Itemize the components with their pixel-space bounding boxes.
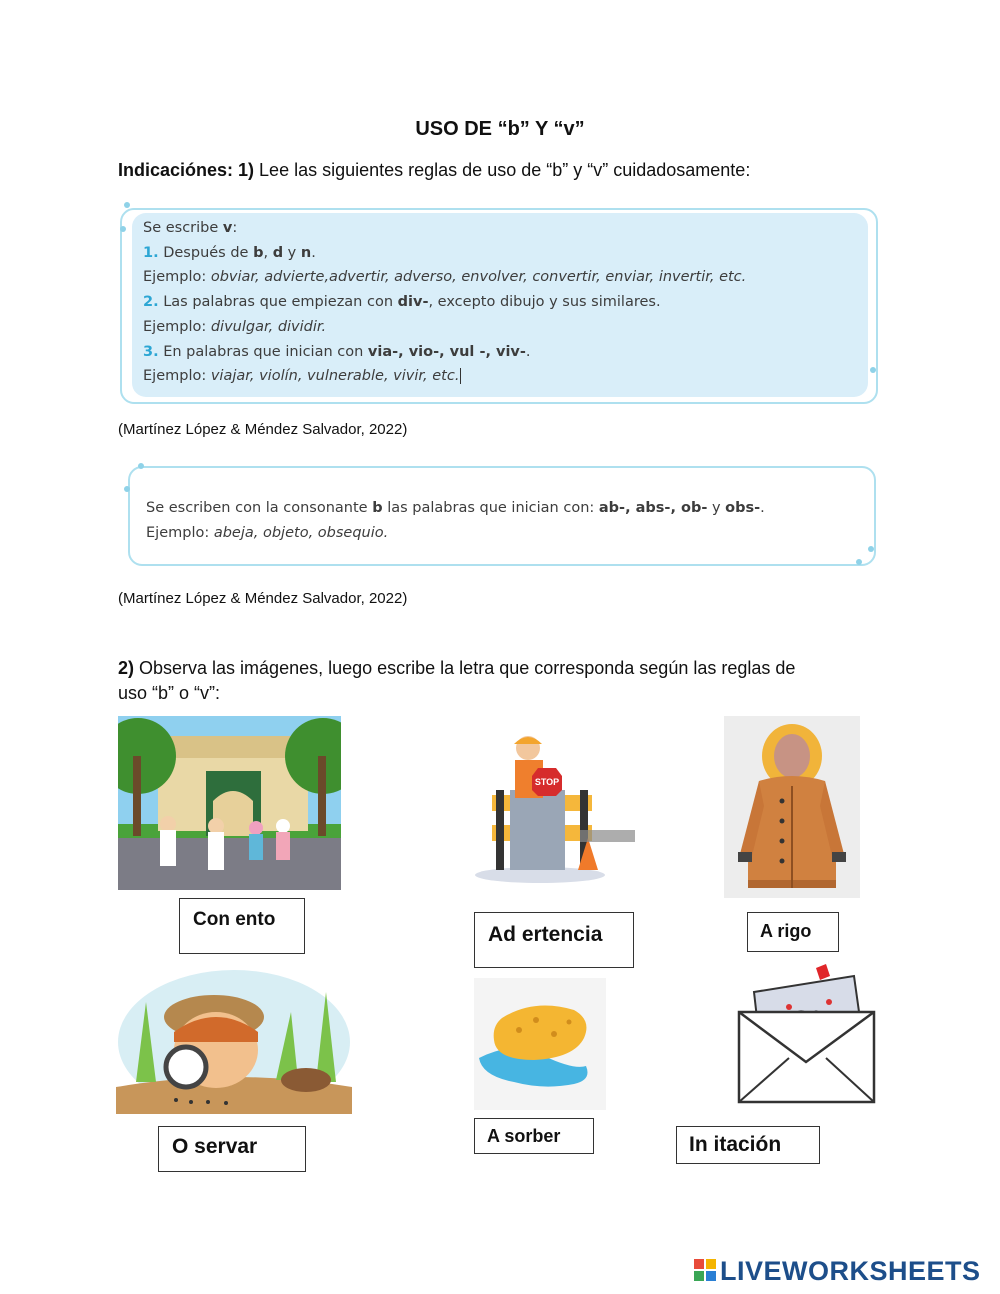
exercise-instructions xyxy=(118,656,878,706)
convent-image xyxy=(118,716,341,890)
example-3: Ejemplo: viajar, violín, vulnerable, vivir, etc. xyxy=(143,368,460,385)
coat-image xyxy=(724,716,860,898)
rule-1: 1. Después de b, d y n. xyxy=(143,244,316,261)
word-box-6[interactable]: In itación xyxy=(676,1126,820,1164)
warning-image xyxy=(470,730,640,890)
example-2: Ejemplo: divulgar, dividir. xyxy=(143,318,327,335)
box-dot xyxy=(124,202,130,208)
box-dot xyxy=(870,367,876,373)
instructions xyxy=(118,160,750,181)
example-b: Ejemplo: abeja, objeto, obsequio. xyxy=(146,524,389,541)
rule-b: Se escriben con la consonante b las palabras que inician con: ab-, abs-, ob- y obs-. xyxy=(146,500,765,516)
rule-2: 2. Las palabras que empiezan con div-, excepto dibujo y sus similares. xyxy=(143,294,661,311)
rule-list-b xyxy=(146,496,866,545)
citation: (Martínez López & Méndez Salvador, 2022) xyxy=(118,421,408,438)
exercise-text-2: uso “b” o “v”: xyxy=(118,683,221,703)
sponge-image xyxy=(474,978,606,1110)
instructions-label: Indicaciónes: 1) xyxy=(118,160,255,180)
example-1: Ejemplo: obviar, advierte,advertir, adverso, envolver, convertir, enviar, invertir, etc. xyxy=(143,269,747,286)
invitation-image xyxy=(734,962,880,1112)
stop-sign-text: STOP xyxy=(534,777,560,787)
word-box-3[interactable]: A rigo xyxy=(747,912,839,952)
rule-3: 3. En palabras que inician con via-, vio-, vul -, viv-. xyxy=(143,343,531,360)
word-box-5[interactable]: A sorber xyxy=(474,1118,594,1154)
box-dot xyxy=(856,559,862,565)
box-dot xyxy=(138,463,144,469)
word-box-4[interactable]: O servar xyxy=(158,1126,306,1172)
citation: (Martínez López & Méndez Salvador, 2022) xyxy=(118,590,408,607)
box-dot xyxy=(868,546,874,552)
rule-heading: Se escribe v: xyxy=(143,220,238,236)
word-box-1[interactable]: Con ento xyxy=(179,898,305,954)
exercise-text: Observa las imágenes, luego escribe la letra que corresponda según las reglas de xyxy=(134,658,796,678)
box-dot xyxy=(124,486,130,492)
liveworksheets-logo-icon xyxy=(694,1259,716,1281)
rule-list-v xyxy=(143,216,863,389)
instructions-text: Lee las siguientes reglas de uso de “b” y “v” cuidadosamente: xyxy=(254,160,751,180)
liveworksheets-logo[interactable]: LIVEWORKSHEETS xyxy=(720,1256,981,1286)
word-box-2[interactable]: Ad ertencia xyxy=(474,912,634,968)
observe-image xyxy=(116,962,352,1114)
page-title: USO DE “b” Y “v” xyxy=(415,118,585,140)
exercise-label: 2) xyxy=(118,658,135,678)
box-dot xyxy=(120,226,126,232)
